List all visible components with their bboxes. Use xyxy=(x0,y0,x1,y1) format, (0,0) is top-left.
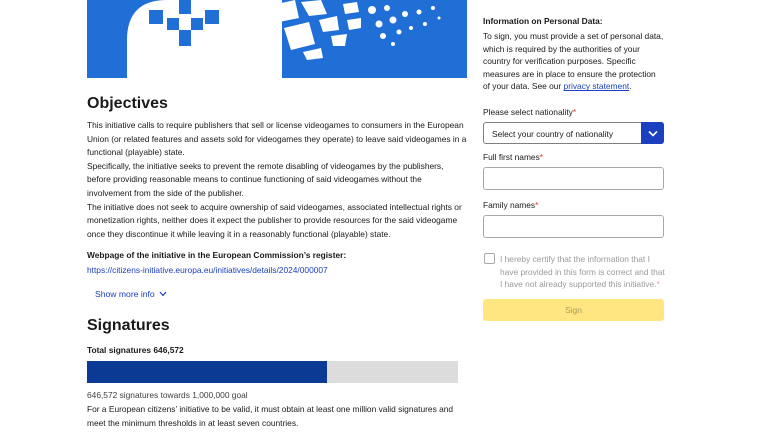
signatures-towards-goal: 646,572 signatures towards 1,000,000 goal xyxy=(87,390,248,400)
family-names-label-text: Family names xyxy=(483,200,536,210)
signature-progress-bar xyxy=(87,361,458,383)
webpage-label: Webpage of the initiative in the European Commission’s register: xyxy=(87,250,347,261)
required-marker: * xyxy=(656,279,660,290)
signature-progress-fill xyxy=(87,361,327,383)
certify-checkbox[interactable] xyxy=(484,253,495,264)
info-body: To sign, you must provide a set of personal data, which is required by the authorities of your country for verification purposes. Specific measures are in place to ensure the protection of your data. See our xyxy=(483,31,664,92)
required-marker: * xyxy=(535,200,539,210)
objectives-paragraph: The initiative does not seek to acquire ownership of said videogames, associated intellectual rights or monetization rights, neither does it expect the publisher to provide resources for the said videogame once they discontinue it while leaving it in a reasonably functional (playable) state. xyxy=(87,201,462,239)
objectives-paragraph: This initiative calls to require publishers that sell or license videogames to consumers in the European Union (or related features and assets sold for videogames they operate) to leave said videogames in a functional (playable) state. xyxy=(87,120,467,158)
family-names-input[interactable] xyxy=(483,215,664,238)
nationality-label xyxy=(483,107,576,117)
chevron-down-icon xyxy=(159,291,167,297)
nationality-placeholder: Select your country of nationality xyxy=(492,129,614,139)
personal-data-info xyxy=(483,15,664,93)
privacy-statement-link[interactable]: privacy statement xyxy=(563,81,630,92)
show-more-label: Show more info xyxy=(95,289,155,300)
required-marker: * xyxy=(539,152,544,162)
info-title: Information on Personal Data: xyxy=(483,16,603,26)
objectives-section xyxy=(87,94,467,302)
nationality-label-text: Please select nationality xyxy=(483,107,573,117)
first-names-label xyxy=(483,152,543,162)
gamepad-illustration xyxy=(87,0,467,78)
info-text xyxy=(483,30,664,93)
objectives-title: Objectives xyxy=(87,95,168,112)
show-more-info-button[interactable] xyxy=(95,289,167,299)
info-end: . xyxy=(629,81,632,92)
objectives-text xyxy=(87,119,467,241)
objectives-paragraph: Specifically, the initiative seeks to prevent the remote disabling of videogames by the publishers, before providing reasonable means to continue functioning of said videogames without the involvement from the side of the publisher. xyxy=(87,160,444,198)
sign-button[interactable]: Sign xyxy=(483,299,664,321)
nationality-select[interactable] xyxy=(483,122,664,144)
certify-text-body: I hereby certify that the information that I have provided in this form is correct and that I have not already supported this initiative. xyxy=(500,254,665,290)
nationality-dropdown-button[interactable] xyxy=(641,122,664,144)
signatures-title: Signatures xyxy=(87,317,170,334)
family-names-label xyxy=(483,200,538,210)
first-names-label-text: Full first names xyxy=(483,152,540,162)
validity-requirements-text: For a European citizens’ initiative to be valid, it must obtain at least one million valid signatures and meet the minimum thresholds in at least seven countries. xyxy=(87,404,454,428)
required-marker: * xyxy=(572,107,577,117)
first-names-input[interactable] xyxy=(483,167,664,190)
register-webpage-link[interactable]: https://citizens-initiative.europa.eu/initiatives/details/2024/000007 xyxy=(87,265,328,276)
initiative-banner-image xyxy=(87,0,467,78)
chevron-down-icon xyxy=(648,130,658,137)
total-signatures: Total signatures 646,572 xyxy=(87,345,184,355)
certify-text xyxy=(500,253,666,291)
